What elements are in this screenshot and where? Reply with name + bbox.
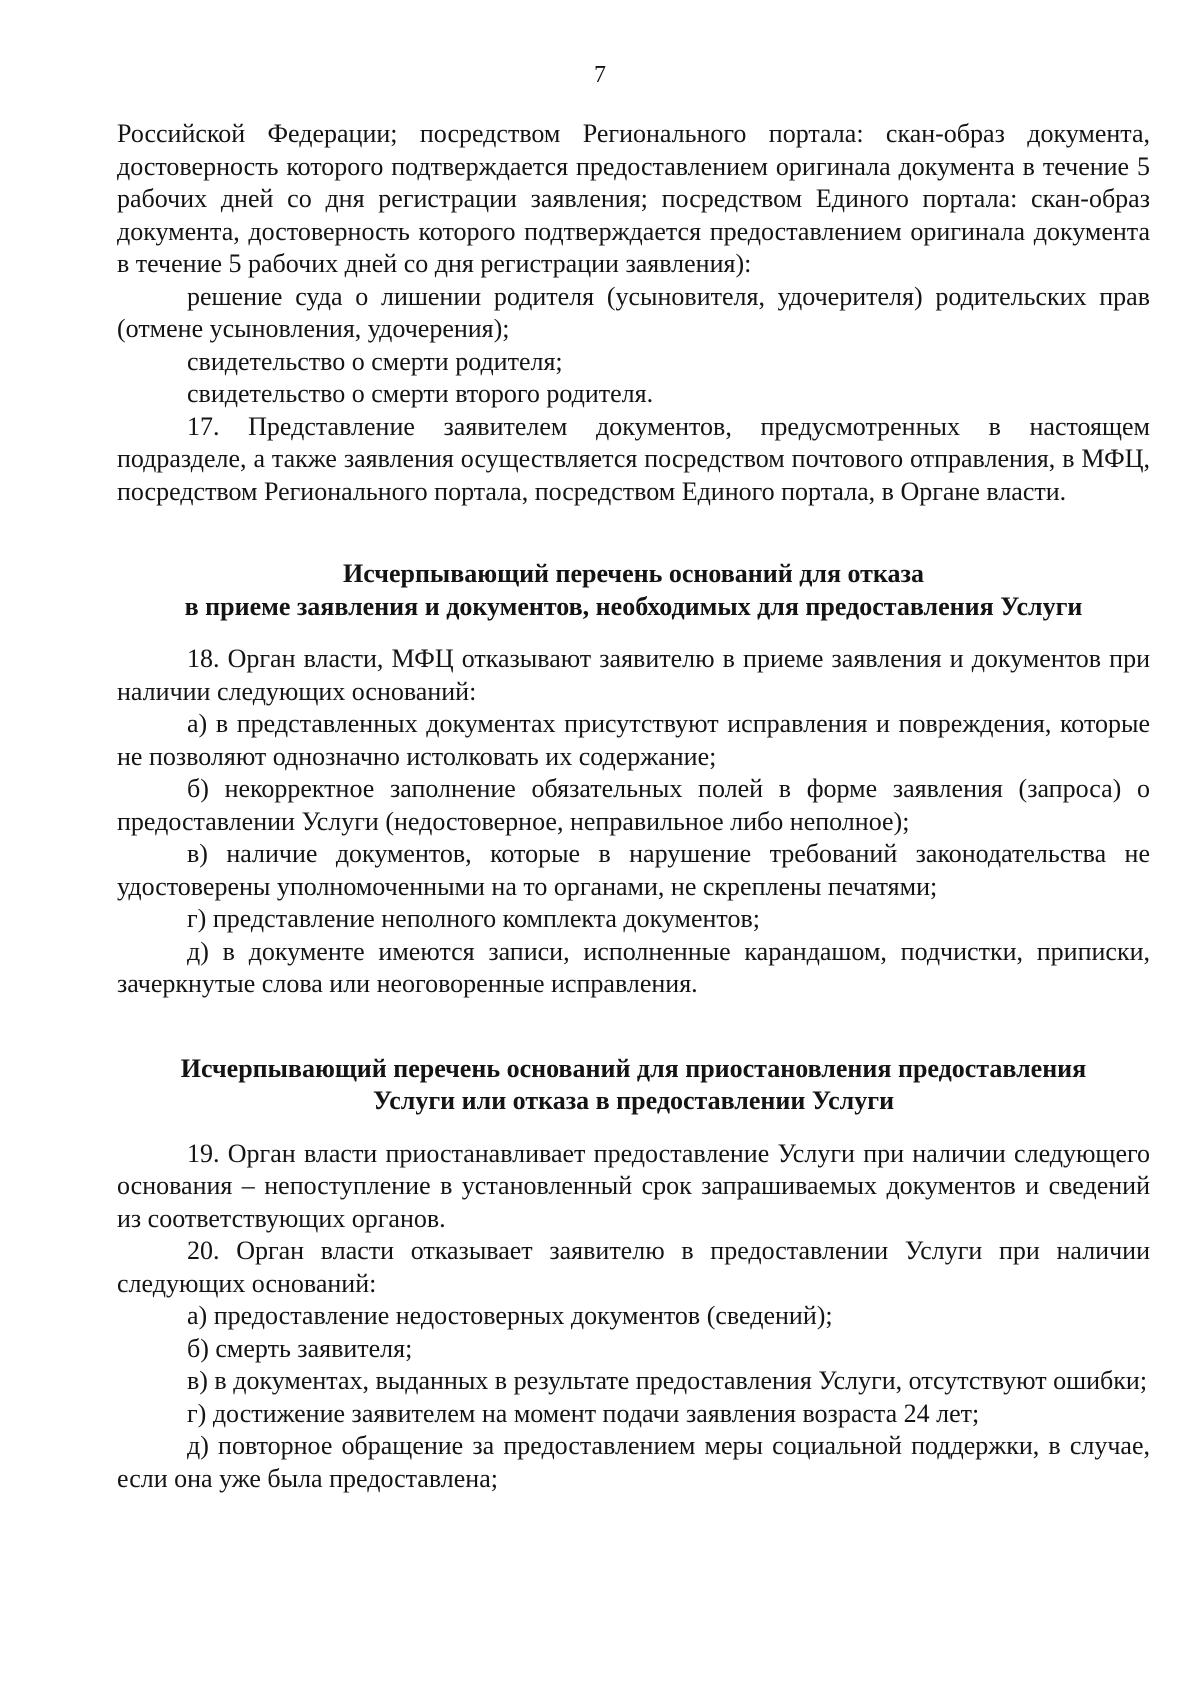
clause-18-item-a: а) в представленных документах присутствуют исправления и повреждения, которые не позволяют однозначно истолковать их содержание; [117, 709, 1150, 771]
clause-18-item-g: г) представление неполного комплекта документов; [187, 904, 760, 933]
clause-18-item-v: в) наличие документов, которые в нарушение требований законодательства не удостоверены уполномоченными на то органами, не скреплены печатями; [117, 839, 1150, 901]
clause-20-item-b: б) смерть заявителя; [187, 1333, 413, 1363]
section-heading-suspension [117, 1053, 1150, 1118]
clause-19: 19. Орган власти приостанавливает предоставление Услуги при наличии следующего основания – непоступление в установленный срок запрашиваемых документов и сведений из соответствующих органов. [117, 1138, 1150, 1233]
document-body [117, 118, 1150, 1495]
intro-lead-paragraph: Российской Федерации; посредством Регионального портала: скан-образ документа, достоверность которого подтверждается предоставлением оригинала документа в течение 5 рабочих дней со дня регистрации заявления; посредством Единого портала: скан-образ документа, достоверность которого подтверждается предоставлением оригинала документа в течение 5 рабочих дней со дня регистрации заявления): [117, 119, 1150, 278]
clause-18-item-b: б) некорректное заполнение обязательных полей в форме заявления (запроса) о предоставлении Услуги (недостоверное, неправильное либо неполное); [117, 774, 1150, 836]
intro-item-court-decision: решение суда о лишении родителя (усыновителя, удочерителя) родительских прав (отмене усыновления, удочерения); [117, 281, 1150, 343]
clause-17: 17. Представление заявителем документов, предусмотренных в настоящем подразделе, а также заявления осуществляется посредством почтового отправления, в МФЦ, посредством Регионального портала, посредством Единого портала, в Органе власти. [117, 411, 1150, 506]
page-number: 7 [594, 62, 606, 88]
clause-20-item-v: в) в документах, выданных в результате предоставления Услуги, отсутствуют ошибки; [187, 1366, 1148, 1395]
clause-18: 18. Орган власти, МФЦ отказывают заявителю в приеме заявления и документов при наличии следующих оснований: [117, 644, 1150, 706]
clause-20-item-g: г) достижение заявителем на момент подачи заявления возраста 24 лет; [187, 1398, 980, 1428]
clause-18-item-d: д) в документе имеются записи, исполненные карандашом, подчистки, приписки, зачеркнутые слова или неоговоренные исправления. [117, 936, 1150, 998]
intro-item-second-parent-death-certificate: свидетельство о смерти второго родителя. [187, 379, 654, 408]
clause-20-item-d: д) повторное обращение за предоставлением меры социальной поддержки, в случае, если она уже была предоставлена; [117, 1431, 1150, 1493]
section-heading-refusal-acceptance [117, 558, 1150, 623]
section-heading-line: Исчерпывающий перечень оснований для отказа [343, 559, 924, 588]
clause-20: 20. Орган власти отказывает заявителю в предоставлении Услуги при наличии следующих оснований: [117, 1236, 1150, 1298]
clause-20-item-a: а) предоставление недостоверных документов (сведений); [187, 1301, 833, 1330]
intro-item-parent-death-certificate: свидетельство о смерти родителя; [187, 346, 563, 376]
section-heading-line: Исчерпывающий перечень оснований для приостановления предоставления [180, 1053, 1087, 1083]
section-heading-line: Услуги или отказа в предоставлении Услуги [372, 1086, 895, 1115]
section-heading-line: в приеме заявления и документов, необходимых для предоставления Услуги [184, 591, 1083, 621]
